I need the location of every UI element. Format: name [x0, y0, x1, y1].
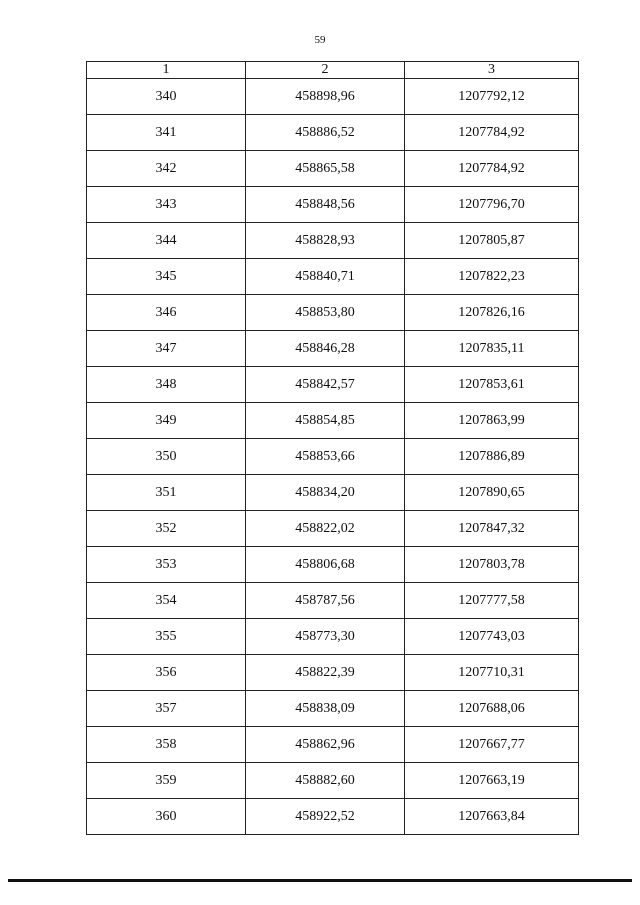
table-row	[87, 439, 579, 475]
bottom-rule-divider	[8, 879, 632, 882]
table-row	[87, 655, 579, 691]
table-row	[87, 763, 579, 799]
table-row	[87, 115, 579, 151]
table-row	[87, 295, 579, 331]
point-number-cell: 351	[87, 475, 246, 511]
table-row	[87, 403, 579, 439]
y-coordinate-cell: 1207863,99	[405, 403, 579, 439]
table-row	[87, 187, 579, 223]
table-row	[87, 727, 579, 763]
table-row	[87, 547, 579, 583]
y-coordinate-cell: 1207822,23	[405, 259, 579, 295]
x-coordinate-cell: 458787,56	[246, 583, 405, 619]
y-coordinate-cell: 1207667,77	[405, 727, 579, 763]
point-number-cell: 360	[87, 799, 246, 835]
point-number-cell: 358	[87, 727, 246, 763]
point-number-cell: 348	[87, 367, 246, 403]
x-coordinate-cell: 458898,96	[246, 79, 405, 115]
table-row	[87, 691, 579, 727]
x-coordinate-cell: 458842,57	[246, 367, 405, 403]
y-coordinate-cell: 1207803,78	[405, 547, 579, 583]
point-number-cell: 352	[87, 511, 246, 547]
x-coordinate-cell: 458822,39	[246, 655, 405, 691]
y-coordinate-cell: 1207826,16	[405, 295, 579, 331]
y-coordinate-cell: 1207805,87	[405, 223, 579, 259]
point-number-cell: 357	[87, 691, 246, 727]
point-number-cell: 355	[87, 619, 246, 655]
point-number-cell: 349	[87, 403, 246, 439]
x-coordinate-cell: 458882,60	[246, 763, 405, 799]
table-body	[87, 79, 579, 835]
coordinates-table	[86, 61, 579, 835]
point-number-cell: 340	[87, 79, 246, 115]
y-coordinate-cell: 1207663,19	[405, 763, 579, 799]
y-coordinate-cell: 1207784,92	[405, 151, 579, 187]
y-coordinate-cell: 1207792,12	[405, 79, 579, 115]
point-number-cell: 343	[87, 187, 246, 223]
x-coordinate-cell: 458848,56	[246, 187, 405, 223]
table-header	[87, 62, 579, 79]
x-coordinate-cell: 458773,30	[246, 619, 405, 655]
table-row	[87, 511, 579, 547]
y-coordinate-cell: 1207688,06	[405, 691, 579, 727]
table-row	[87, 259, 579, 295]
x-coordinate-cell: 458886,52	[246, 115, 405, 151]
column-header-3: 3	[405, 62, 579, 79]
y-coordinate-cell: 1207710,31	[405, 655, 579, 691]
point-number-cell: 354	[87, 583, 246, 619]
x-coordinate-cell: 458822,02	[246, 511, 405, 547]
x-coordinate-cell: 458834,20	[246, 475, 405, 511]
y-coordinate-cell: 1207777,58	[405, 583, 579, 619]
y-coordinate-cell: 1207847,32	[405, 511, 579, 547]
point-number-cell: 356	[87, 655, 246, 691]
point-number-cell: 344	[87, 223, 246, 259]
x-coordinate-cell: 458828,93	[246, 223, 405, 259]
y-coordinate-cell: 1207784,92	[405, 115, 579, 151]
point-number-cell: 346	[87, 295, 246, 331]
y-coordinate-cell: 1207743,03	[405, 619, 579, 655]
x-coordinate-cell: 458854,85	[246, 403, 405, 439]
x-coordinate-cell: 458865,58	[246, 151, 405, 187]
x-coordinate-cell: 458838,09	[246, 691, 405, 727]
x-coordinate-cell: 458846,28	[246, 331, 405, 367]
table-row	[87, 619, 579, 655]
header-row	[87, 62, 579, 79]
y-coordinate-cell: 1207835,11	[405, 331, 579, 367]
x-coordinate-cell: 458853,66	[246, 439, 405, 475]
y-coordinate-cell: 1207663,84	[405, 799, 579, 835]
point-number-cell: 350	[87, 439, 246, 475]
point-number-cell: 359	[87, 763, 246, 799]
point-number-cell: 345	[87, 259, 246, 295]
point-number-cell: 353	[87, 547, 246, 583]
y-coordinate-cell: 1207853,61	[405, 367, 579, 403]
x-coordinate-cell: 458853,80	[246, 295, 405, 331]
x-coordinate-cell: 458862,96	[246, 727, 405, 763]
column-header-2: 2	[246, 62, 405, 79]
column-header-1: 1	[87, 62, 246, 79]
table-row	[87, 799, 579, 835]
y-coordinate-cell: 1207796,70	[405, 187, 579, 223]
x-coordinate-cell: 458922,52	[246, 799, 405, 835]
table-row	[87, 79, 579, 115]
table-row	[87, 223, 579, 259]
table-row	[87, 331, 579, 367]
point-number-cell: 342	[87, 151, 246, 187]
table-row	[87, 475, 579, 511]
y-coordinate-cell: 1207890,65	[405, 475, 579, 511]
table-row	[87, 367, 579, 403]
x-coordinate-cell: 458840,71	[246, 259, 405, 295]
page-number: 59	[314, 34, 326, 46]
x-coordinate-cell: 458806,68	[246, 547, 405, 583]
y-coordinate-cell: 1207886,89	[405, 439, 579, 475]
point-number-cell: 341	[87, 115, 246, 151]
table-row	[87, 151, 579, 187]
point-number-cell: 347	[87, 331, 246, 367]
table-row	[87, 583, 579, 619]
